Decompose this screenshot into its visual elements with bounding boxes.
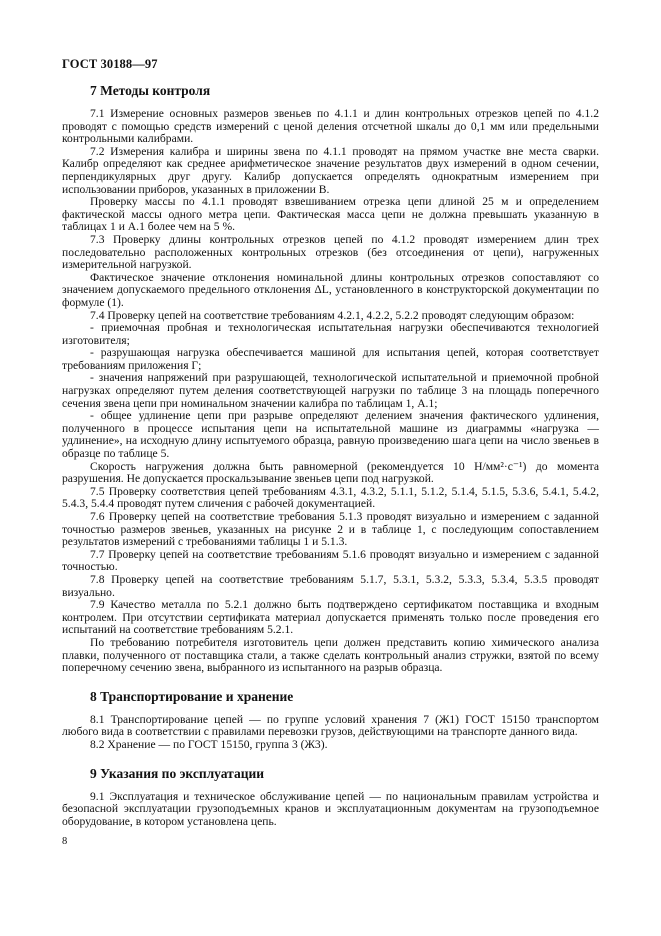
paragraph: 9.1 Эксплуатация и техническое обслуживание цепей — по национальным правилам устройства и безопасной эксплуатации грузоподъемных кранов и эксплуатационным документам на грузоподъемное оборудование, в котором установлена цепь. bbox=[62, 789, 599, 828]
paragraph: 7.7 Проверку цепей на соответствие требованиям 5.1.6 проводят визуально и измерением с заданной точностью. bbox=[62, 547, 599, 574]
paragraph: 8.1 Транспортирование цепей — по группе условий хранения 7 (Ж1) ГОСТ 15150 транспортом любого вида в соответствии с правилами перевозки грузов, действующими на транспорте данного вида. bbox=[62, 712, 599, 739]
paragraph: 7.2 Измерения калибра и ширины звена по 4.1.1 проводят на прямом участке вне места сварки. Калибр определяют как среднее арифметическое значение результатов двух измерений в одном сечении, перпендикулярных друг другу. Калибр допускается определять однократным измерением при использовании приборов, указанных в приложении В. bbox=[62, 144, 599, 196]
paragraph: Скорость нагружения должна быть равномерной (рекомендуется 10 Н/мм²·с⁻¹) до момента разрушения. Не допускается проскальзывание звеньев цепи под нагрузкой. bbox=[62, 459, 599, 486]
paragraph: 7.9 Качество металла по 5.2.1 должно быть подтверждено сертификатом поставщика и входным контролем. При отсутствии сертификата материал допускается применять только после проведения его испытаний на соответствие требованиям 5.2.1. bbox=[62, 598, 599, 637]
paragraph: 7.1 Измерение основных размеров звеньев по 4.1.1 и длин контрольных отрезков цепей по 4.1.2 проводят с помощью средств измерений с ценой деления отсчетной шкалы до 0,1 мм или предельными контрольными калибрами. bbox=[62, 107, 599, 146]
paragraph: 8.2 Хранение — по ГОСТ 15150, группа 3 (Ж3). bbox=[90, 737, 328, 751]
document-header: ГОСТ 30188—97 bbox=[62, 57, 158, 71]
paragraph: 7.4 Проверку цепей на соответствие требованиям 4.2.1, 4.2.2, 5.2.2 проводят следующим образом: bbox=[90, 308, 575, 322]
page-number: 8 bbox=[62, 836, 68, 847]
list-item: - разрушающая нагрузка обеспечивается машиной для испытания цепей, которая соответствует требованиям приложения Г; bbox=[62, 346, 599, 372]
paragraph: Проверку массы по 4.1.1 проводят взвешиванием отрезка цепи длиной 25 м и определением фактической массы одного метра цепи. Фактическая масса цепи не должна превышать указанную в таблицах 1 и А.1 более чем на 5 %. bbox=[62, 195, 599, 234]
paragraph: 7.8 Проверку цепей на соответствие требованиям 5.1.7, 5.3.1, 5.3.2, 5.3.3, 5.3.4, 5.3.5 проводят визуально. bbox=[62, 572, 599, 599]
section-title-8: 8 Транспортирование и хранение bbox=[90, 688, 294, 704]
list-item: - значения напряжений при разрушающей, технологической испытательной и приемочной пробной нагрузках определяют путем деления соответствующей нагрузки по таблице 3 на площадь поперечного сечения звена цепи при номинальном значении калибра по таблицам 1, А.1; bbox=[62, 371, 599, 410]
paragraph: 7.3 Проверку длины контрольных отрезков цепей по 4.1.2 проводят измерением длин трех последовательно расположенных контрольных отрезков (без отсоединения от цепи), нагруженных измерительной нагрузкой. bbox=[62, 232, 599, 272]
list-item: - общее удлинение цепи при разрыве определяют делением значения фактического удлинения, полученного в процессе испытания цепи на испытательной машине из диаграммы «нагрузка — удлинение», на исходную длину испытуемого образца, равную произведению шага цепи на число звеньев в образце по таблице 5. bbox=[62, 409, 599, 461]
list-item: - приемочная пробная и технологическая испытательная нагрузки обеспечиваются технологией изготовителя; bbox=[62, 321, 599, 347]
section-title-9: 9 Указания по эксплуатации bbox=[90, 765, 265, 781]
paragraph: По требованию потребителя изготовитель цепи должен представить копию химического анализа плавки, полученного от поставщика стали, а также сделать контрольный анализ стружки, взятой по всему поперечному сечению звена, выбранного из испытанного на разрыв образца. bbox=[62, 635, 599, 675]
document-body bbox=[62, 83, 599, 828]
section-title-7: 7 Методы контроля bbox=[90, 83, 211, 98]
paragraph: Фактическое значение отклонения номинальной длины контрольных отрезков сопоставляют со значением допускаемого предельного отклонения ΔL, установленного в конструкторской документации по формуле (1). bbox=[62, 270, 599, 309]
paragraph: 7.5 Проверку соответствия цепей требованиям 4.3.1, 4.3.2, 5.1.1, 5.1.2, 5.1.4, 5.1.5, 5.3.6, 5.4.1, 5.4.2, 5.4.3, 5.4.4 проводят путем сличения с рабочей документацией. bbox=[62, 484, 599, 511]
paragraph: 7.6 Проверку цепей на соответствие требования 5.1.3 проводят визуально и измерением с заданной точностью размеров звеньев, указанных на рисунке 2 и в таблице 1, с последующим сопоставлением результатов измерений с требованиями таблицы 1 и 5.1.3. bbox=[62, 510, 599, 549]
